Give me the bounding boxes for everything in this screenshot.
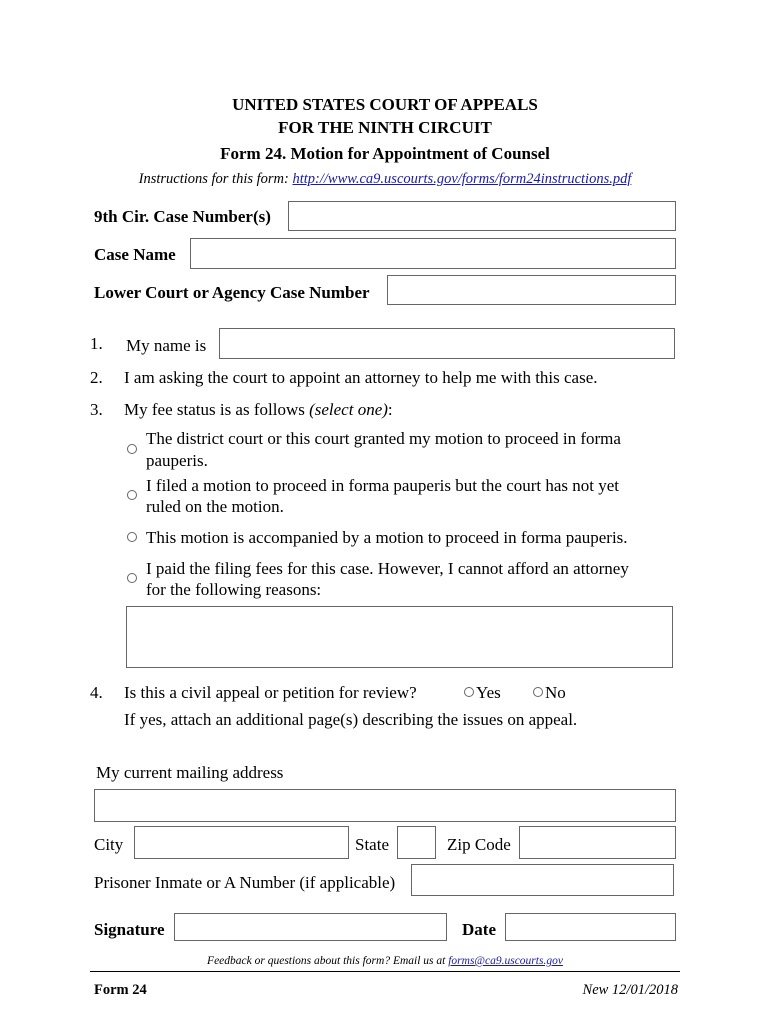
case-number-input[interactable] [288, 201, 676, 231]
feedback-prefix: Feedback or questions about this form? Email us at [207, 955, 449, 967]
case-name-label: Case Name [94, 245, 176, 264]
fee-option-4-radio[interactable] [127, 573, 137, 583]
civil-appeal-yes-radio[interactable] [464, 687, 474, 697]
case-name-input[interactable] [190, 238, 676, 269]
state-label: State [355, 835, 389, 854]
case-number-label: 9th Cir. Case Number(s) [94, 207, 271, 226]
lower-court-label: Lower Court or Agency Case Number [94, 283, 370, 302]
yes-label: Yes [476, 683, 501, 702]
fee-option-1-line2: pauperis. [146, 451, 208, 470]
zip-code-label: Zip Code [447, 835, 511, 854]
my-name-label: My name is [126, 336, 207, 355]
footer-divider [90, 971, 680, 972]
item-4-note: If yes, attach an additional page(s) describing the issues on appeal. [124, 710, 578, 729]
civil-appeal-no-radio[interactable] [533, 687, 543, 697]
reasons-textarea[interactable] [126, 606, 673, 668]
form-title: Form 24. Motion for Appointment of Counsel [220, 144, 550, 163]
city-label: City [94, 835, 124, 854]
court-name-line2: FOR THE NINTH CIRCUIT [278, 118, 492, 137]
date-input[interactable] [505, 913, 676, 941]
prisoner-number-input[interactable] [411, 864, 674, 896]
fee-option-2-line1: I filed a motion to proceed in forma pauperis but the court has not yet [146, 476, 620, 495]
signature-input[interactable] [174, 913, 447, 941]
item-3-text [124, 400, 393, 420]
feedback-line [0, 955, 770, 967]
mailing-address-label: My current mailing address [96, 763, 284, 782]
feedback-email-link[interactable]: forms@ca9.uscourts.gov [448, 955, 563, 967]
instructions-prefix: Instructions for this form: [138, 171, 293, 187]
fee-option-4-line2: for the following reasons: [146, 580, 322, 599]
mailing-address-input[interactable] [94, 789, 676, 822]
item-3-number: 3. [90, 400, 103, 419]
city-input[interactable] [134, 826, 349, 859]
item-3-select-one: (select one) [309, 400, 388, 419]
instructions-line [0, 171, 770, 188]
fee-option-2-line2: ruled on the motion. [146, 497, 284, 516]
item-2-text: I am asking the court to appoint an attorney to help me with this case. [124, 368, 598, 387]
item-4-question: Is this a civil appeal or petition for review? [124, 683, 417, 702]
fee-option-3-line1: This motion is accompanied by a motion to proceed in forma pauperis. [146, 528, 628, 547]
form-number: Form 24 [94, 982, 147, 998]
item-1-number: 1. [90, 334, 103, 353]
item-3-lead: My fee status is as follows [124, 400, 310, 419]
fee-option-4-line1: I paid the filing fees for this case. However, I cannot afford an attorney [146, 559, 629, 578]
fee-option-3-radio[interactable] [127, 532, 137, 542]
prisoner-number-label: Prisoner Inmate or A Number (if applicable) [94, 873, 396, 892]
instructions-link[interactable]: http://www.ca9.uscourts.gov/forms/form24instructions.pdf [292, 171, 632, 187]
date-label: Date [462, 920, 496, 939]
state-input[interactable] [397, 826, 436, 859]
my-name-input[interactable] [219, 328, 675, 359]
lower-court-input[interactable] [387, 275, 676, 305]
item-2-number: 2. [90, 368, 103, 387]
fee-option-2-radio[interactable] [127, 490, 137, 500]
item-4-number: 4. [90, 683, 103, 702]
zip-code-input[interactable] [519, 826, 676, 859]
court-name-line1: UNITED STATES COURT OF APPEALS [232, 95, 538, 114]
fee-option-1-radio[interactable] [127, 444, 137, 454]
fee-option-1-line1: The district court or this court granted my motion to proceed in forma [146, 429, 621, 448]
signature-label: Signature [94, 920, 165, 939]
form-revision: New 12/01/2018 [582, 982, 678, 998]
item-3-colon: : [387, 400, 393, 419]
no-label: No [545, 683, 566, 702]
